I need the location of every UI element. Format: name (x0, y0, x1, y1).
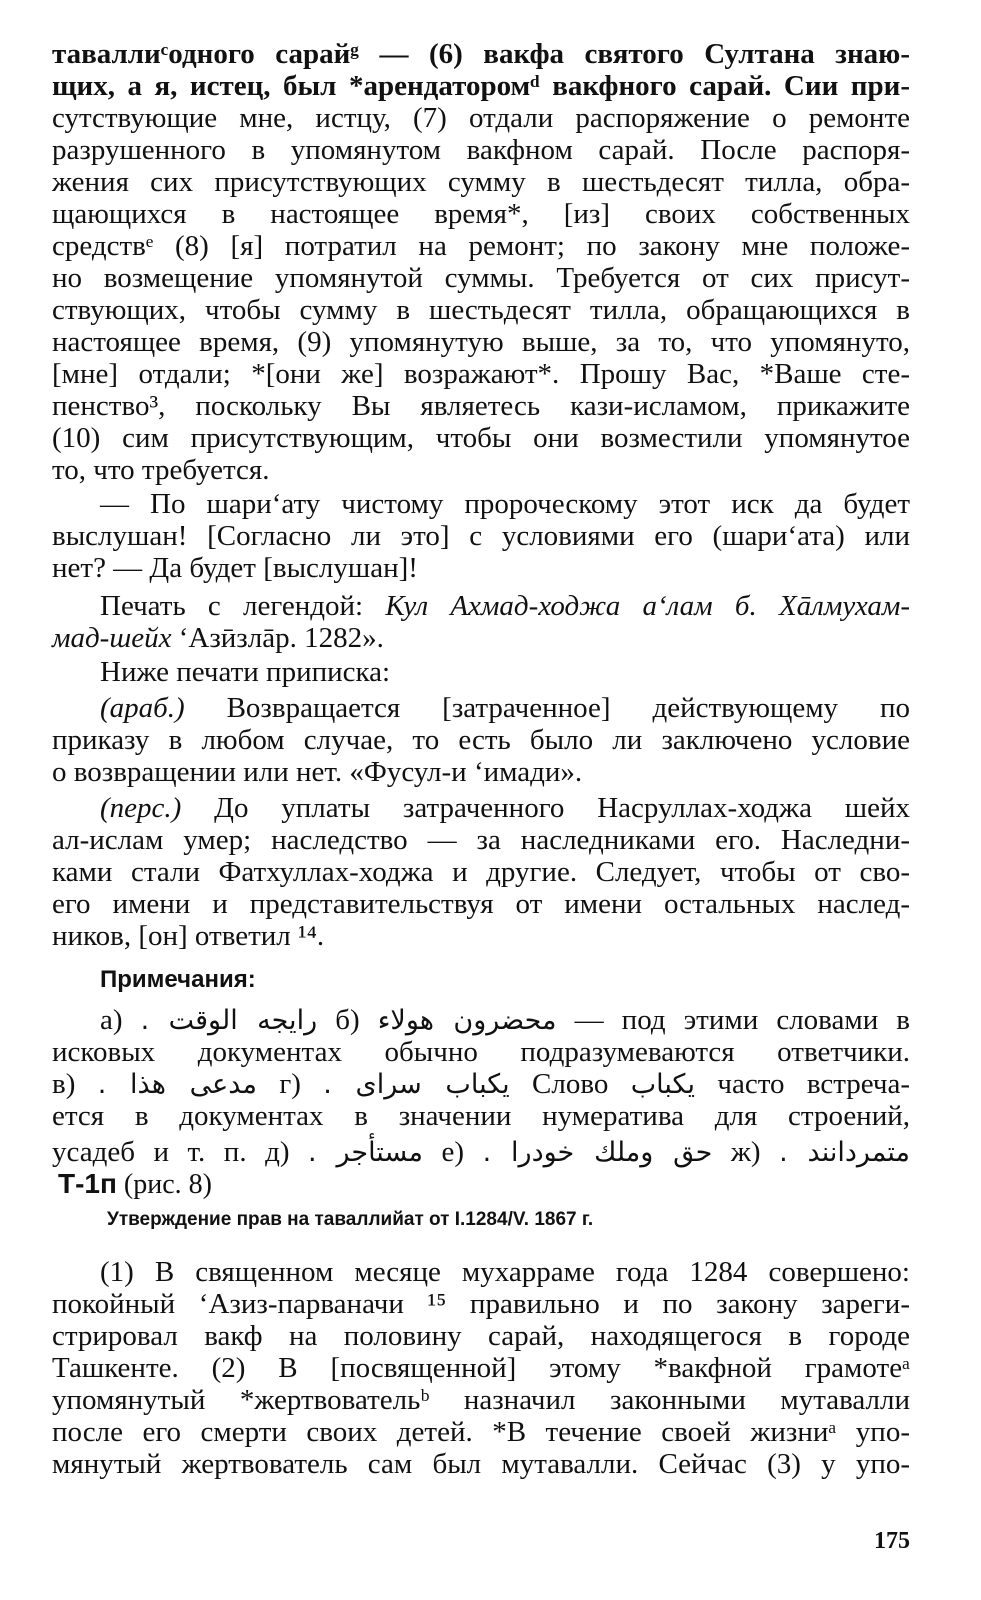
note-line: усадеб и т. п. д) مستأجر . е) حق وملك خودرا . ж) متمردانند . (52, 1136, 911, 1168)
notes-heading: Примечания: (100, 966, 256, 993)
text-line: таваллиᶜодного сарайᵍ — (6) вакфа святого Султана знаю- (52, 38, 910, 70)
arabic-term: محضرون هولاء (377, 1005, 557, 1036)
seal-label: Печать с легендой: (100, 590, 386, 622)
text-line: настоящее время, (9) упомянутую выше, за то, что упомянуто, (52, 326, 910, 358)
text-line: покойный ‘Азиз-парваначи ¹⁵ правильно и по закону зареги- (52, 1288, 910, 1320)
text-line: упомянутый *жертвовательᵇ назначил законными мутавалли (52, 1384, 910, 1416)
annotation-text: До уплаты затраченного Насруллах-ходжа шейх (214, 792, 910, 824)
text-line (100, 792, 910, 824)
text-line: мянутый жертвователь сам был мутавалли. Сейчас (3) у упо- (52, 1448, 910, 1480)
seal-legend: Кул Ахмад-ходжа а‘лам б. Хāлмухам- (385, 590, 910, 622)
text-line: выслушан! [Согласно ли это] с условиями его (шари‘ата) или (52, 520, 910, 552)
text-line: [мне] отдали; *[они же] возражают*. Прошу Вас, *Ваше сте- (52, 358, 910, 390)
text-line (100, 692, 910, 724)
text-line: его имени и представительствуя от имени остальных наслед- (52, 888, 910, 920)
language-marker: (перс.) (100, 792, 182, 824)
note-text: — под этими словами в (574, 1004, 910, 1036)
text-line: средствᵉ (8) [я] потратил на ремонт; по закону мне положе- (52, 230, 910, 262)
note-line: ется в документах в значении нумератива для строений, (52, 1100, 910, 1132)
arabic-term: مدعى هذا . (97, 1069, 257, 1100)
text-line: ников, [он] ответил ¹⁴. (52, 920, 325, 952)
seal-line (100, 590, 910, 622)
note-text: часто встреча- (717, 1068, 911, 1100)
text-line: но возмещение упомянутой суммы. Требуется от сих присут- (52, 262, 910, 294)
text-line: стрировал вакф на половину сарай, находящегося в городе (52, 1320, 910, 1352)
text-line: Ташкенте. (2) В [посвященной] этому *вакфной грамотеᵃ (52, 1352, 910, 1384)
text-line: Ниже печати приписка: (100, 656, 391, 688)
text-line: приказу в любом случае, то есть было ли заключено условие (52, 724, 910, 756)
text-line: сутствующие мне, истцу, (7) отдали распоряжение о ремонте (52, 102, 910, 134)
arabic-term: متمردانند . (779, 1137, 911, 1168)
text-line: (1) В священном месяце мухарраме года 1284 совершено: (100, 1256, 910, 1288)
arabic-term: مستأجر . (308, 1137, 423, 1168)
language-marker: (араб.) (100, 692, 185, 724)
text-line: то, что требуется. (52, 454, 270, 486)
page-number: 175 (874, 1528, 910, 1554)
note-line: в) مدعى هذا . г) يكباب سراى . Слово يكباب часто встреча- (52, 1068, 911, 1100)
document-title: Утверждение прав на таваллийат от I.1284/V. 1867 г. (107, 1209, 594, 1230)
text-line: после его смерти своих детей. *В течение своей жизниᵃ упо- (52, 1416, 910, 1448)
note-line: а) رايجه الوقت . б) محضرون هولاء — под этими словами в (100, 1004, 910, 1036)
note-text: Слово (532, 1068, 609, 1100)
document-code: Т-1п (рис. 8) (58, 1168, 212, 1200)
text-line: о возвращении или нет. «Фусул-и ‘имади». (52, 756, 583, 788)
text-line: ал-ислам умер; наследство — за наследниками его. Наследни- (52, 824, 910, 856)
text-line: (10) сим присутствующим, чтобы они возместили упомянутое (52, 422, 910, 454)
text-line: пенство³, поскольку Вы являетесь кази-исламом, прикажите (52, 390, 910, 422)
text-line: ками стали Фатхуллах-ходжа и другие. Следует, чтобы от сво- (52, 856, 910, 888)
arabic-term: حق وملك خودرا . (482, 1137, 713, 1168)
text-line: — По шари‘ату чистому пророческому этот иск да будет (100, 488, 910, 520)
text-line: нет? — Да будет [выслушан]! (52, 552, 418, 584)
text-line: щающихся в настоящее время*, [из] своих собственных (52, 198, 910, 230)
seal-line (52, 622, 910, 654)
arabic-term: يكباب سراى . (323, 1069, 510, 1100)
text-line: разрушенного в упомянутом вакфном сарай. После распоря- (52, 134, 910, 166)
text-line: ствующих, чтобы сумму в шестьдесят тилла, обращающихся в (52, 294, 910, 326)
arabic-term: رايجه الوقت . (140, 1005, 318, 1036)
seal-legend-tail: мад-шейх (52, 622, 172, 654)
note-line: исковых документах обычно подразумеваются ответчики. (52, 1036, 910, 1068)
arabic-term: يكباب (630, 1069, 695, 1100)
seal-legend-end: ‘Азӣзлāр. 1282». (171, 622, 384, 654)
annotation-text: Возвращается [затраченное] действующему по (226, 692, 910, 724)
text-line: щих, а я, истец, был *арендаторомᵈ вакфного сарай. Сии при- (52, 70, 910, 102)
text-line: жения сих присутствующих сумму в шестьдесят тилла, обра- (52, 166, 910, 198)
